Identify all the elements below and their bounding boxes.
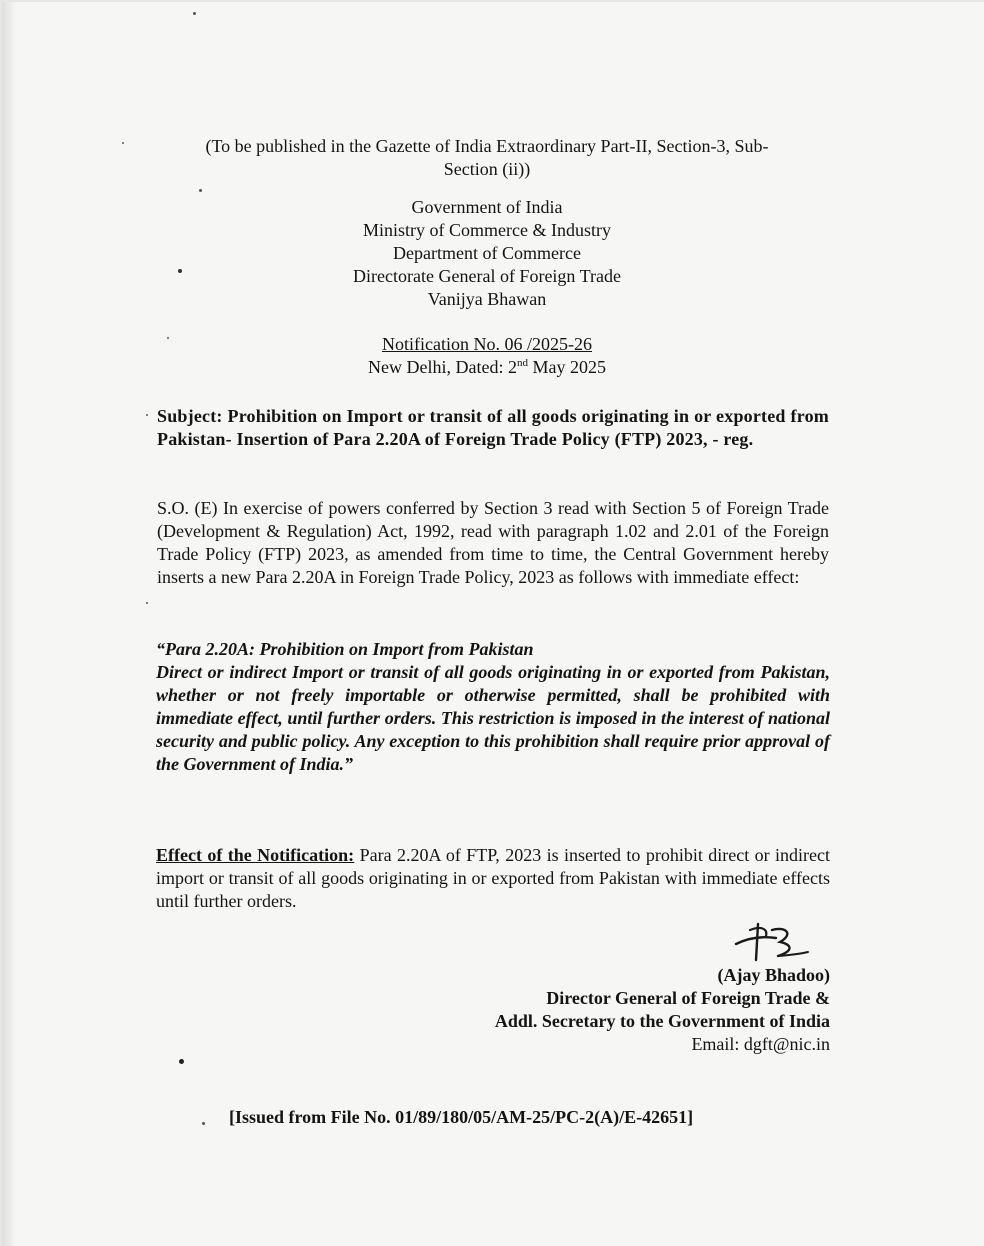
scan-speck <box>199 189 202 192</box>
quote-title: “Para 2.20A: Prohibition on Import from Pakistan <box>156 639 534 659</box>
scan-speck <box>146 602 148 604</box>
scan-speck <box>193 12 196 15</box>
office-government: Government of India <box>411 197 563 217</box>
scan-speck <box>179 1059 184 1064</box>
date-prefix: New Delhi, Dated: 2 <box>368 357 517 377</box>
scan-speck <box>202 1122 205 1125</box>
notification-heading <box>252 333 722 379</box>
gazette-line-2: Section (ii)) <box>443 159 531 179</box>
signatory-email: Email: dgft@nic.in <box>691 1034 830 1054</box>
gazette-line-1: (To be published in the Gazette of India Extraordinary Part-II, Section-3, Sub- <box>205 136 769 156</box>
date-superscript: nd <box>516 357 528 369</box>
signatory-name: (Ajay Bhadoo) <box>717 965 830 985</box>
gazette-note <box>152 135 822 181</box>
file-reference: [Issued from File No. 01/89/180/05/AM-25/PC-2(A)/E-42651] <box>229 1107 694 1127</box>
scan-speck <box>122 142 124 144</box>
office-ministry: Ministry of Commerce & Industry <box>363 220 611 240</box>
subject-line: Subject: Prohibition on Import or transit of all goods originating in or exported from Pakistan- Insertion of Para 2.20A of Foreign Trade Policy (FTP) 2023, - reg. <box>157 406 829 449</box>
inserted-para-quote <box>156 638 830 776</box>
signatory-designation-1: Director General of Foreign Trade & <box>546 988 830 1008</box>
date-suffix: May 2025 <box>527 357 606 377</box>
quote-text: Direct or indirect Import or transit of all goods originating in or exported from Pakistan, whether or not freely importable or otherwise permitted, shall be prohibited with immediate effect, until further orders. This restriction is imposed in the interest of national security and public policy. Any exception to this prohibition shall require prior approval of the Government of India.” <box>156 662 830 774</box>
body-paragraph: S.O. (E) In exercise of powers conferred by Section 3 read with Section 5 of Foreign Trade (Development & Regulation) Act, 1992, read with paragraph 1.02 and 2.01 of the Foreign Trade Policy (FTP) 2023, as amended from time to time, the Central Government hereby inserts a new Para 2.20A in Foreign Trade Policy, 2023 as follows with immediate effect: <box>157 498 829 587</box>
issuing-office <box>252 196 722 311</box>
effect-paragraph <box>156 844 830 913</box>
office-directorate: Directorate General of Foreign Trade <box>353 266 621 286</box>
effect-text: Para 2.20A of FTP, 2023 is inserted to prohibit direct or indirect import or transit of all goods originating in or exported from Pakistan with immediate effects until further orders. <box>156 845 831 911</box>
handwritten-signature <box>728 914 818 964</box>
scan-speck <box>167 337 169 339</box>
signatory-block <box>422 964 830 1056</box>
page-edge-shadow <box>2 2 16 1246</box>
effect-label: Effect of the Notification: <box>156 845 355 865</box>
signatory-designation-2: Addl. Secretary to the Government of India <box>494 1011 830 1031</box>
office-building: Vanijya Bhawan <box>427 289 547 309</box>
office-department: Department of Commerce <box>393 243 581 263</box>
notification-number: Notification No. 06 /2025-26 <box>382 334 592 354</box>
scan-speck <box>146 414 148 416</box>
notification-date <box>252 356 722 379</box>
scan-speck <box>178 269 182 273</box>
